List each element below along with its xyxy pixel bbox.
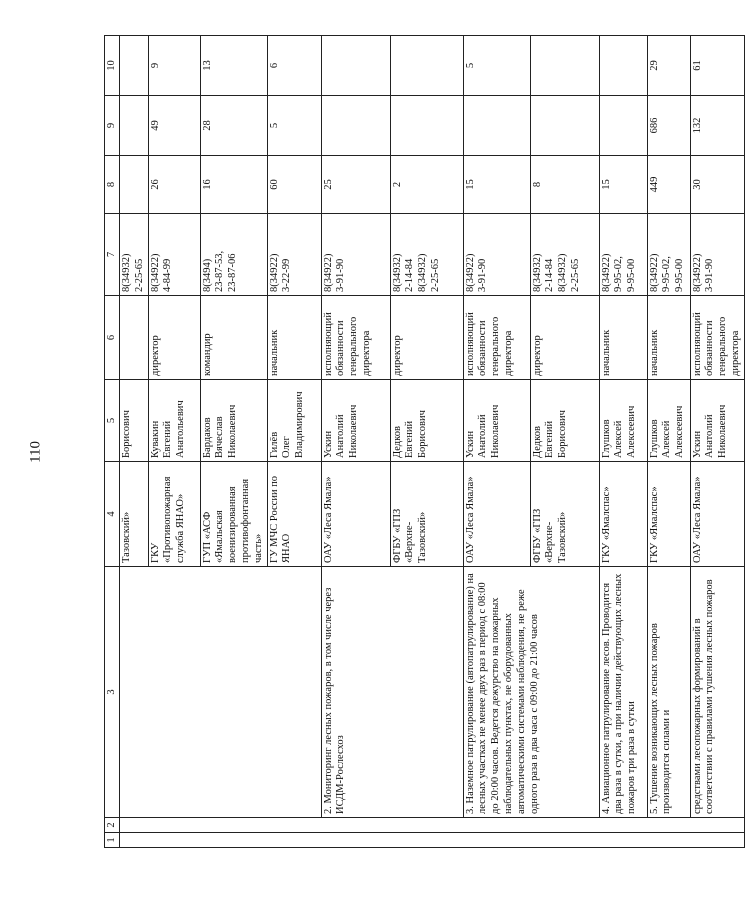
phone-cell: 8(34932) 2-14-84 8(34932) 2-25-65 xyxy=(390,214,463,296)
count-cell xyxy=(599,96,647,156)
column-header: 4 xyxy=(105,462,120,567)
position-cell: исполняющий обязанности генерального директора xyxy=(321,296,390,380)
count-cell: 9 xyxy=(148,36,200,96)
column-header: 3 xyxy=(105,567,120,818)
count-cell: 25 xyxy=(321,156,390,214)
count-cell: 2 xyxy=(390,156,463,214)
measure-cell: средствами лесопожарных формирований в соответствии с правилами тушения лесных пожаров xyxy=(690,567,744,818)
count-cell: 686 xyxy=(647,96,690,156)
count-cell xyxy=(120,96,149,156)
column-header: 8 xyxy=(105,156,120,214)
organization-cell: ОАУ «Леса Ямала» xyxy=(690,462,744,567)
count-cell: 13 xyxy=(200,36,267,96)
phone-cell: 8(34932) 2-14-84 8(34932) 2-25-65 xyxy=(530,214,599,296)
position-cell: директор xyxy=(390,296,463,380)
count-cell: 61 xyxy=(690,36,744,96)
position-cell: директор xyxy=(530,296,599,380)
position-cell: командир xyxy=(200,296,267,380)
count-cell xyxy=(530,36,599,96)
column-header: 2 xyxy=(105,818,120,833)
phone-cell: 8(34922) 3-91-90 xyxy=(321,214,390,296)
table-row xyxy=(120,36,149,848)
count-cell xyxy=(321,36,390,96)
person-cell: Ускин Анатолий Николаевич xyxy=(321,380,390,462)
column-header: 5 xyxy=(105,380,120,462)
table-row xyxy=(599,36,647,848)
page-number: 110 xyxy=(27,441,44,463)
count-cell: 5 xyxy=(267,96,321,156)
count-cell: 6 xyxy=(267,36,321,96)
column-header: 9 xyxy=(105,96,120,156)
col1-cell xyxy=(120,833,745,848)
person-cell: Кувакин Евгений Анатольевич xyxy=(148,380,200,462)
organization-cell: ГКУ «Ямалспас» xyxy=(647,462,690,567)
column-header: 7 xyxy=(105,214,120,296)
column-header: 6 xyxy=(105,296,120,380)
count-cell: 49 xyxy=(148,96,200,156)
person-cell: Дедков Евгений Борисович xyxy=(530,380,599,462)
table-row xyxy=(647,36,690,848)
person-cell: Ускин Анатолий Николаевич xyxy=(690,380,744,462)
organization-cell: Тазовский» xyxy=(120,462,149,567)
col2-cell xyxy=(120,818,745,833)
position-cell: начальник xyxy=(647,296,690,380)
organization-cell: ГКУ «Противопожарная служба ЯНАО» xyxy=(148,462,200,567)
count-cell: 15 xyxy=(599,156,647,214)
count-cell: 26 xyxy=(148,156,200,214)
organization-cell: ФГБУ «ГПЗ «Верхне- Тазовский» xyxy=(530,462,599,567)
phone-cell: 8(34932) 2-25-65 xyxy=(120,214,149,296)
resources-table xyxy=(104,35,745,848)
person-cell: Бардаков Вячеслав Николаевич xyxy=(200,380,267,462)
count-cell xyxy=(120,36,149,96)
phone-cell: 8(34922) 9-95-02, 9-95-00 xyxy=(647,214,690,296)
measure-cell: 4. Авиационное патрулирование лесов. Проводится два раза в сутки, а при наличии действующих лесных пожаров три раза в сутки xyxy=(599,567,647,818)
column-header: 10 xyxy=(105,36,120,96)
person-cell: Глушков Алексей Алексеевич xyxy=(647,380,690,462)
count-cell: 28 xyxy=(200,96,267,156)
phone-cell: 8(34922) 3-91-90 xyxy=(463,214,530,296)
organization-cell: ГКУ «Ямалспас» xyxy=(599,462,647,567)
rotated-table-container xyxy=(104,36,741,848)
position-cell: начальник xyxy=(267,296,321,380)
phone-cell: 8(34922) 4-84-99 xyxy=(148,214,200,296)
count-cell: 15 xyxy=(463,156,530,214)
measure-cell: 2. Мониторинг лесных пожаров, в том числе через ИСДМ-Рослесхоз xyxy=(321,567,463,818)
column-header: 1 xyxy=(105,833,120,848)
count-cell: 16 xyxy=(200,156,267,214)
count-cell xyxy=(390,36,463,96)
count-cell xyxy=(390,96,463,156)
position-cell: исполняющий обязанности генерального директора xyxy=(690,296,744,380)
phone-cell: 8(3494) 23-87-53, 23-87-06 xyxy=(200,214,267,296)
organization-cell: ГУП «АСФ «Ямальская военизированная противофонтанная часть» xyxy=(200,462,267,567)
table-row xyxy=(690,36,744,848)
phone-cell: 8(34922) 9-95-02, 9-95-00 xyxy=(599,214,647,296)
measure-cell xyxy=(120,567,322,818)
person-cell: Гилёв Олег Владимирович xyxy=(267,380,321,462)
measure-cell: 5. Тушение возникающих лесных пожаров производится силами и xyxy=(647,567,690,818)
count-cell: 8 xyxy=(530,156,599,214)
person-cell: Дедков Евгений Борисович xyxy=(390,380,463,462)
person-cell: Глушков Алексей Алексеевич xyxy=(599,380,647,462)
organization-cell: ОАУ «Леса Ямала» xyxy=(321,462,390,567)
person-cell: Борисович xyxy=(120,380,149,462)
header-row xyxy=(105,36,120,848)
count-cell xyxy=(599,36,647,96)
position-cell: директор xyxy=(148,296,200,380)
organization-cell: ОАУ «Леса Ямала» xyxy=(463,462,530,567)
count-cell xyxy=(530,96,599,156)
position-cell: начальник xyxy=(599,296,647,380)
table-row xyxy=(321,36,390,848)
count-cell: 5 xyxy=(463,36,530,96)
count-cell: 449 xyxy=(647,156,690,214)
organization-cell: ГУ МЧС России по ЯНАО xyxy=(267,462,321,567)
count-cell xyxy=(321,96,390,156)
position-cell xyxy=(120,296,149,380)
position-cell: исполняющий обязанности генерального директора xyxy=(463,296,530,380)
person-cell: Ускин Анатолий Николаевич xyxy=(463,380,530,462)
count-cell: 29 xyxy=(647,36,690,96)
measure-cell: 3. Наземное патрулирование (автопатрулирование) на лесных участках не менее двух раз в период с 08:00 до 20:00 часов. Ведется дежурство на пожарных наблюдательных пунктах, не оборудованных автоматическими системами наблюдения, не реже одного раза в два часа с 09:00 до 21:00 часов xyxy=(463,567,599,818)
table-row xyxy=(463,36,530,848)
count-cell: 132 xyxy=(690,96,744,156)
count-cell: 60 xyxy=(267,156,321,214)
count-cell xyxy=(463,96,530,156)
count-cell xyxy=(120,156,149,214)
count-cell: 30 xyxy=(690,156,744,214)
phone-cell: 8(34922) 3-22-99 xyxy=(267,214,321,296)
organization-cell: ФГБУ «ГПЗ «Верхне- Тазовский» xyxy=(390,462,463,567)
phone-cell: 8(34922) 3-91-90 xyxy=(690,214,744,296)
